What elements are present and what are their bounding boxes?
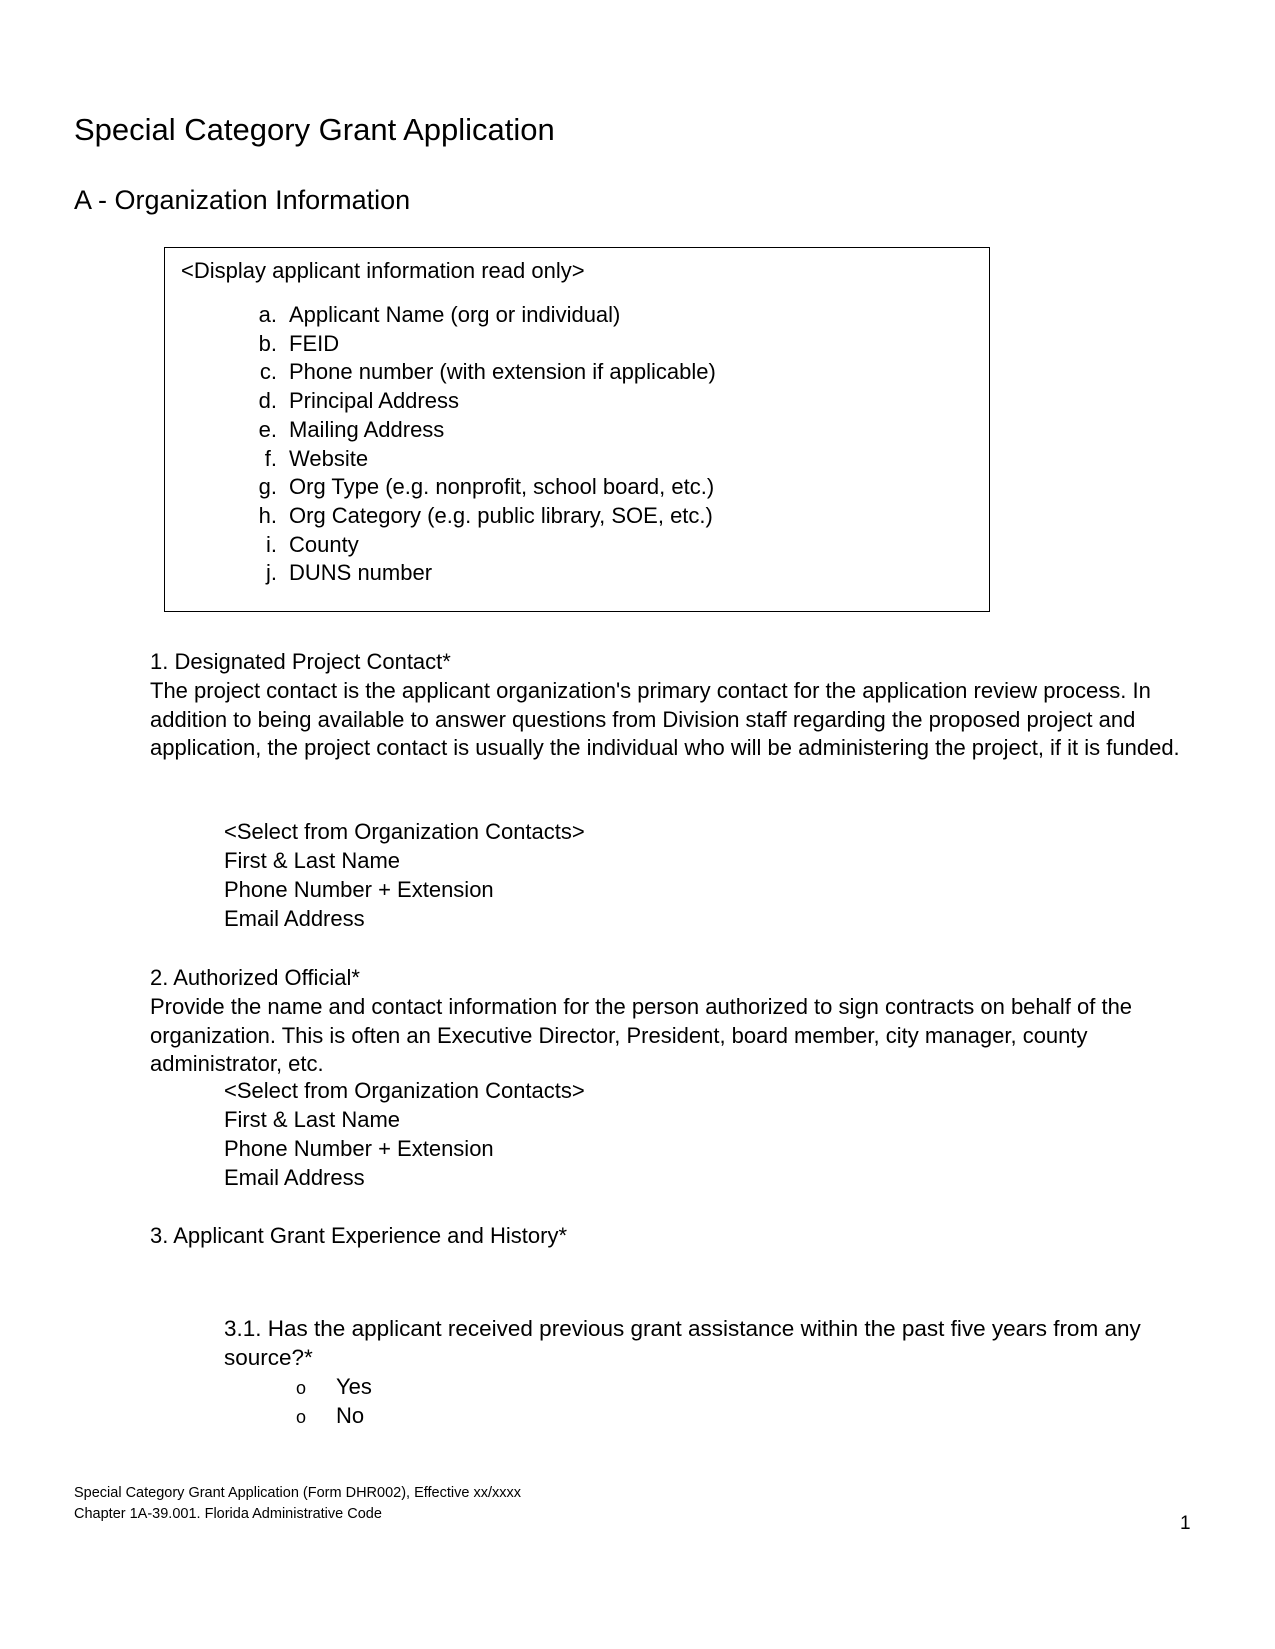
designated-contact-description: The project contact is the applicant organization's primary contact for the application review process. In addition to being available to answer questions from Division staff regarding the proposed project and application, the project contact is usually the individual who will be administering the project, if it is funded. [150, 678, 1180, 761]
grant-experience-heading: 3. Applicant Grant Experience and History* [150, 1223, 568, 1248]
list-item-letter: f. [264, 445, 277, 471]
list-item-text: Mailing Address [289, 416, 445, 442]
list-item [247, 416, 716, 445]
list-item-letter: h. [258, 502, 277, 528]
authorized-official-select[interactable]: <Select from Organization Contacts> [224, 1078, 585, 1103]
list-item [247, 301, 716, 330]
list-item-text: Website [289, 445, 369, 471]
applicant-info-list [247, 301, 716, 588]
list-item-text: County [289, 531, 359, 557]
radio-circle-icon[interactable]: o [296, 1407, 307, 1427]
option-label: Yes [336, 1374, 372, 1399]
designated-contact-select[interactable]: <Select from Organization Contacts> [224, 819, 585, 844]
list-item [247, 559, 716, 588]
page-title: Special Category Grant Application [74, 112, 555, 147]
authorized-official-phone-field[interactable]: Phone Number + Extension [224, 1136, 494, 1161]
option-label: No [336, 1403, 365, 1428]
list-item-text: Principal Address [289, 388, 459, 414]
option-yes[interactable] [296, 1373, 372, 1403]
list-item [247, 330, 716, 359]
footer-code-line: Chapter 1A-39.001. Florida Administrative Code [74, 1506, 382, 1522]
applicant-info-box [164, 247, 990, 612]
list-item-letter: j. [266, 560, 277, 586]
list-item [247, 387, 716, 416]
designated-contact-email-field[interactable]: Email Address [224, 906, 365, 931]
list-item-letter: i. [266, 531, 277, 557]
list-item [247, 502, 716, 531]
info-box-note: <Display applicant information read only> [181, 258, 585, 283]
page-number: 1 [1180, 1513, 1191, 1534]
list-item [247, 445, 716, 474]
list-item-letter: g. [258, 474, 277, 500]
list-item-letter: a. [258, 302, 277, 327]
list-item [247, 473, 716, 502]
list-item-text: Applicant Name (org or individual) [289, 302, 621, 327]
list-item-text: FEID [289, 330, 340, 356]
designated-contact-heading: 1. Designated Project Contact* [150, 649, 451, 674]
authorized-official-heading: 2. Authorized Official* [150, 965, 360, 990]
footer-form-line: Special Category Grant Application (Form DHR002), Effective xx/xxxx [74, 1485, 521, 1501]
previous-grant-question: 3.1. Has the applicant received previous grant assistance within the past five years from any source?* [224, 1316, 1141, 1370]
list-item-text: Phone number (with extension if applicable) [289, 359, 716, 385]
designated-contact-phone-field[interactable]: Phone Number + Extension [224, 877, 494, 902]
list-item-letter: e. [258, 416, 277, 442]
list-item-text: DUNS number [289, 560, 433, 586]
designated-contact-name-field[interactable]: First & Last Name [224, 848, 401, 873]
list-item-letter: c. [259, 359, 277, 385]
list-item [247, 531, 716, 560]
authorized-official-description: Provide the name and contact information for the person authorized to sign contracts on behalf of the organization. This is often an Executive Director, President, board member, city manager, county administrator, etc. [150, 994, 1133, 1077]
section-heading: A - Organization Information [74, 185, 411, 215]
list-item-text: Org Category (e.g. public library, SOE, etc.) [289, 502, 713, 528]
list-item-letter: b. [258, 330, 277, 356]
authorized-official-email-field[interactable]: Email Address [224, 1165, 365, 1190]
authorized-official-name-field[interactable]: First & Last Name [224, 1107, 401, 1132]
radio-circle-icon[interactable]: o [296, 1378, 307, 1398]
option-no[interactable] [296, 1402, 364, 1432]
list-item [247, 358, 716, 387]
list-item-letter: d. [258, 388, 277, 414]
list-item-text: Org Type (e.g. nonprofit, school board, etc.) [289, 474, 715, 500]
